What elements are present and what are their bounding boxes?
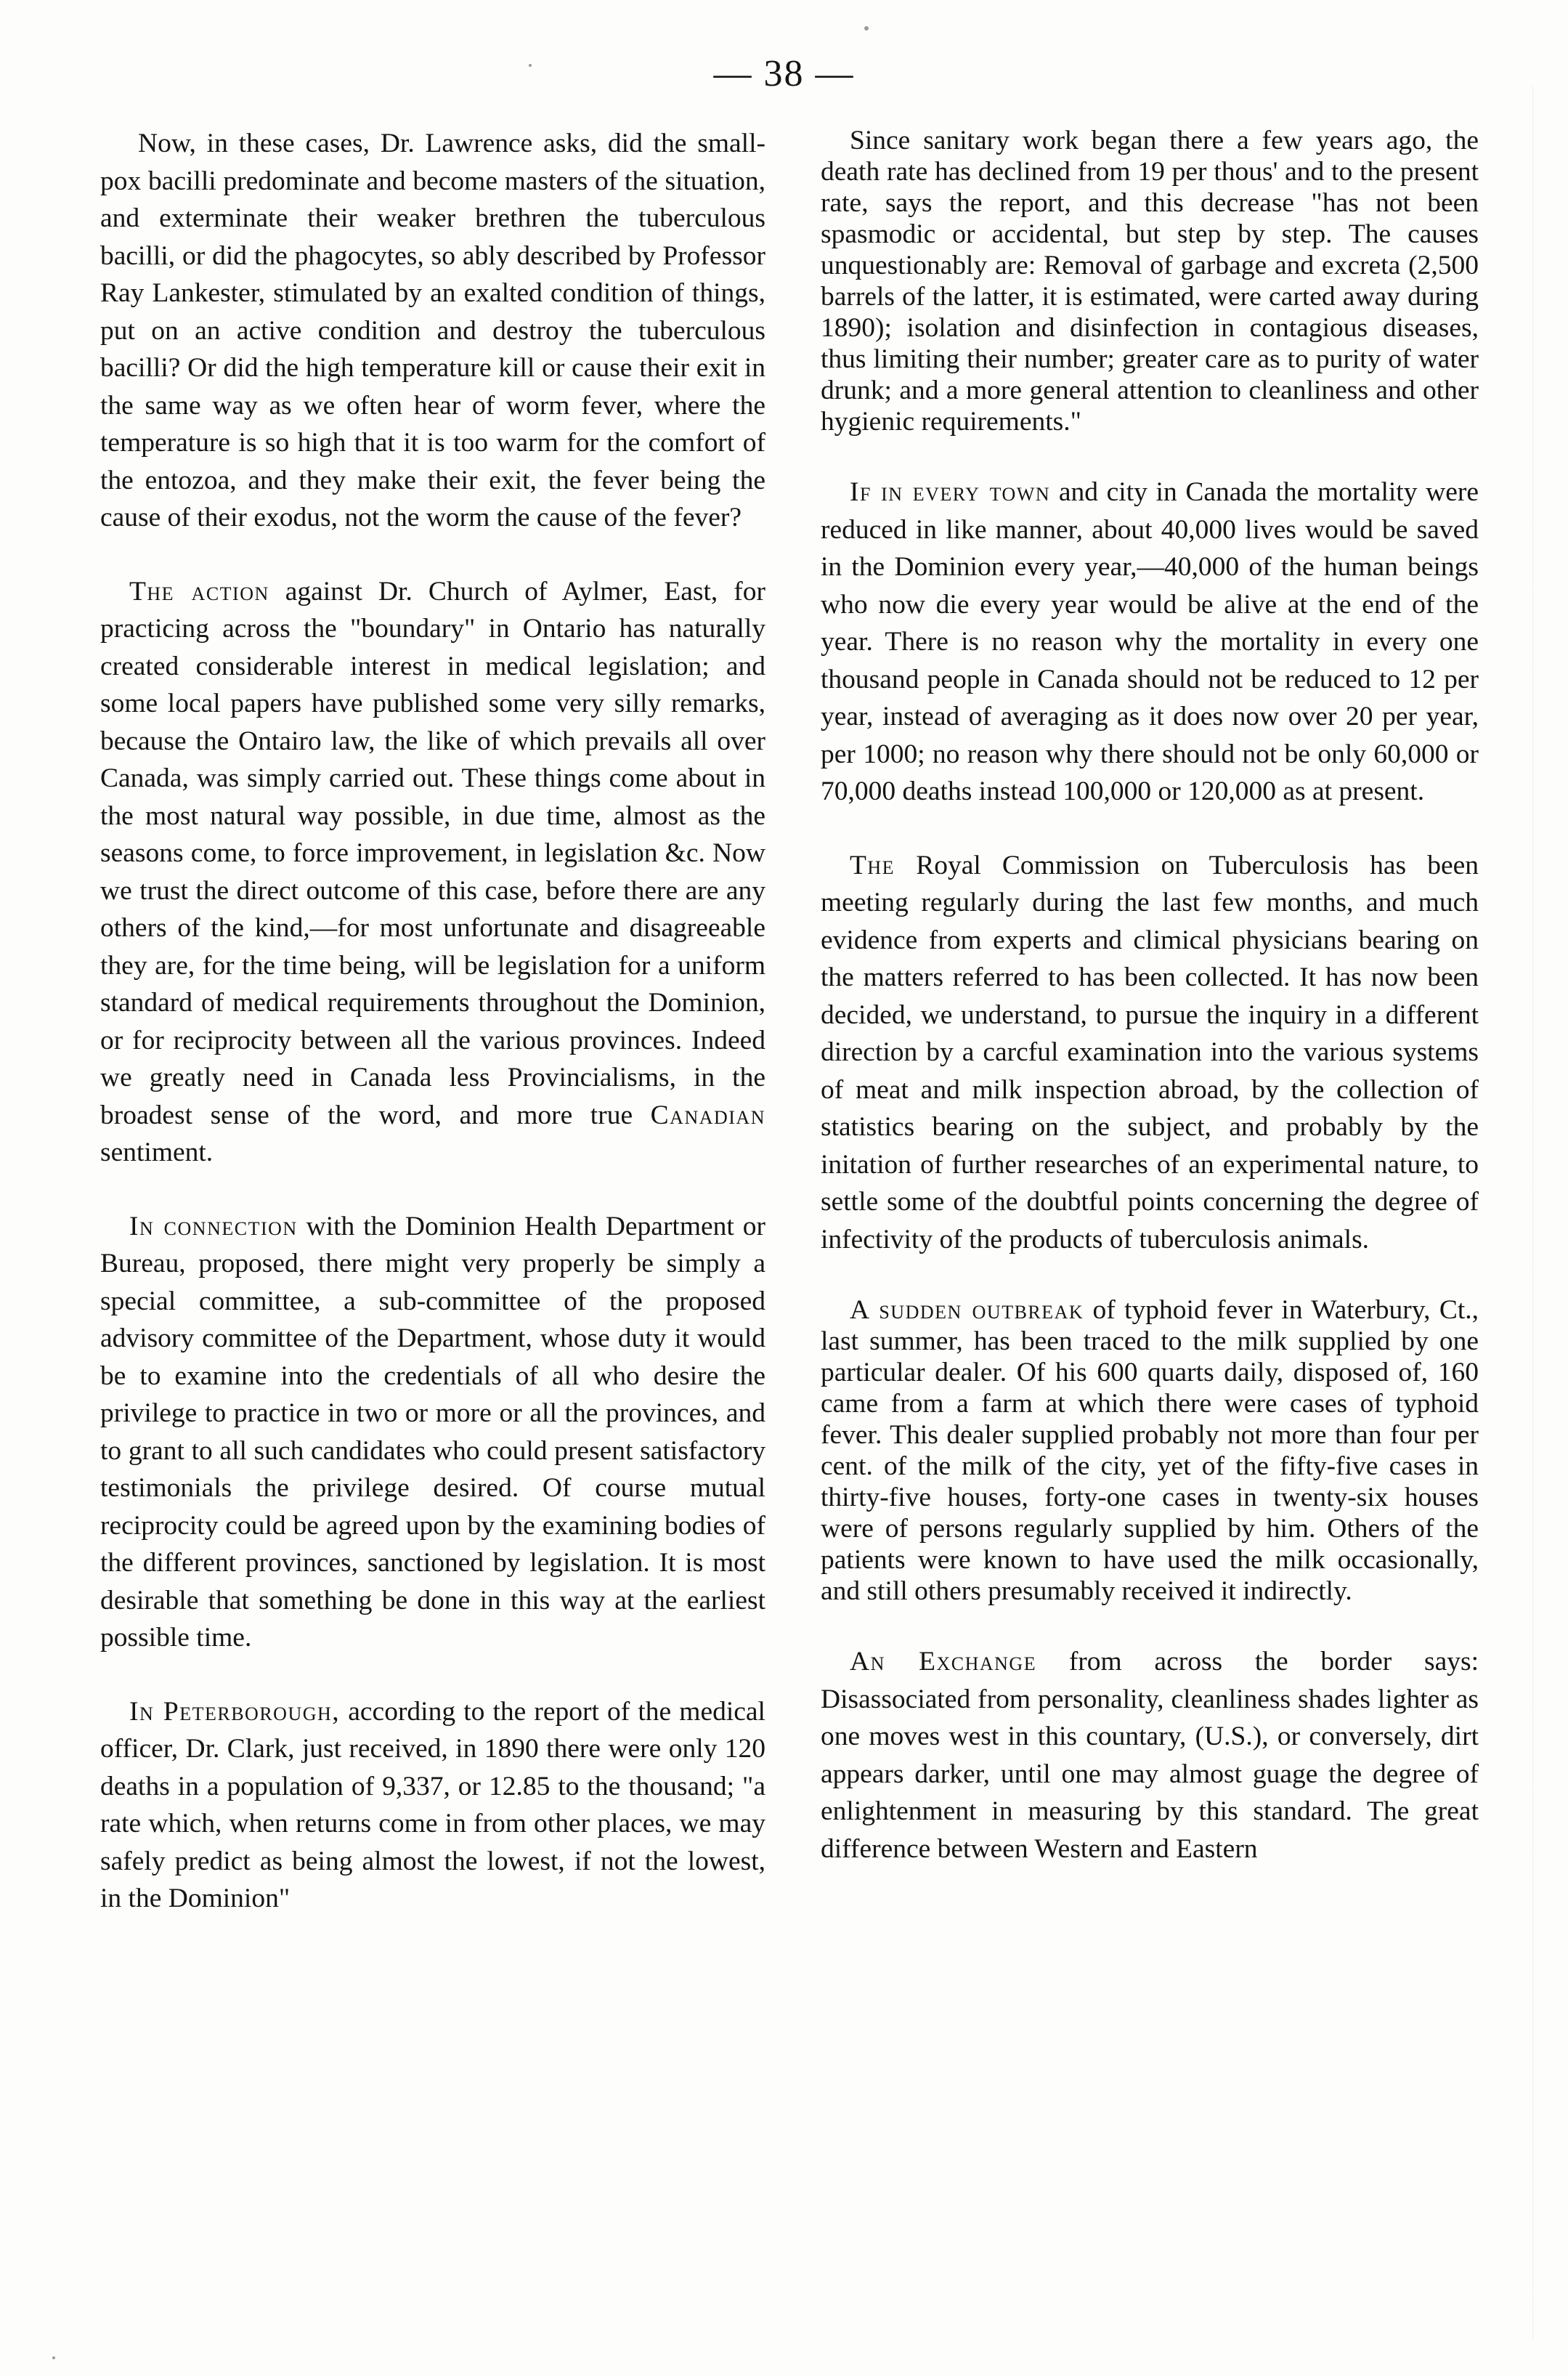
paragraph-text: of typhoid fever in Waterbury, Ct., last summer, has been traced to the milk supplied by one particular dealer. Of his 600 quarts daily, disposed of, 160 came from a farm at which there were cases of typhoid fever. This dealer supplied probably not more than four per cent. of the milk of the city, yet of the fifty-five cases in thirty-five houses, forty-one cases in twenty-six houses were of persons regularly supplied by him. Others of the patients were known to have used the milk occasionally, and still others presumably received it indirectly. <box>821 1295 1479 1606</box>
paragraph-text: Now, in these cases, Dr. Lawrence asks, did the small-pox bacilli predominate and become masters of the situation, and exterminate their weaker brethren the tuberculous bacilli, or did the phagocytes, so ably described by Professor Ray Lankester, stimulated by an exalted condition of things, put on an active condition and destroy the tuberculous bacilli? Or did the high temperature kill or cause their exit in the same way as we often hear of worm fever, where the temperature is so high that it is too warm for the comfort of the entozoa, and they make their exit, the fever being the cause of their exodus, not the worm the cause of the fever? <box>100 129 765 532</box>
paragraph-lead: A sudden outbreak <box>850 1295 1084 1325</box>
paragraph-text: from across the border says: Disassociated from personality, cleanliness shades lighter as one moves west in this countary, (U.S.), or conversely, dirt appears darker, until one may almost guage the degree of enlightenment in measuring by this standard. The great difference between Western and Eastern <box>821 1647 1479 1864</box>
paragraph-text: according to the report of the medical officer, Dr. Clark, just received, in 1890 there were only 120 deaths in a population of 9,337, or 12.85 to the thousand; "a rate which, when returns come in from other places, we may safely predict as being almost the lowest, if not the lowest, in the Dominion" <box>100 1696 765 1913</box>
paragraph-lead: In Peterborough, <box>129 1696 341 1727</box>
paragraph-royal-commission <box>821 847 1479 1259</box>
scan-speck <box>52 2356 55 2359</box>
paragraph-health-department <box>100 1208 765 1657</box>
paragraph-lead: In connection <box>129 1211 298 1241</box>
paragraph-sanitary-work <box>821 125 1479 437</box>
paragraph-lead: The action <box>129 576 269 607</box>
paragraph-text: Since sanitary work began there a few years ago, the death rate has declined from 19 per thous' and to the present rate, says the report, and this decrease "has not been spasmodic or accidental, but step by step. The causes unquestionably are: Removal of garbage and excreta (2,500 barrels of the latter, it is estimated, were carted away during 1890); isolation and disinfection in contagious diseases, thus limiting their number; greater care as to purity of water drunk; and a more general attention to cleanliness and other hygienic requirements." <box>821 126 1479 437</box>
paragraph-peterborough <box>100 1693 765 1918</box>
paragraph-typhoid-waterbury <box>821 1294 1479 1607</box>
paragraph-tail: sentiment. <box>100 1138 214 1167</box>
paragraph-lawrence-bacilli <box>100 125 765 537</box>
paragraph-text: against Dr. Church of Aylmer, East, for practicing across the "boundary" in Ontario has naturally created considerable interest in medical legislation; and some local papers have published some very silly remarks, because the Ontairo law, the like of which prevails all over Canada, was simply carried out. These things come about in the most natural way possible, in due time, almost as the seasons come, to force improvement, in legislation &c. Now we trust the direct outcome of this case, before there are any others of the kind,—for most unfortunate and disagreeable they are, for the time being, will be legislation for a uniform standard of medical requirements throughout the Dominion, or for reciprocity between all the various provinces. Indeed we greatly need in Canada less Provincialisms, in the broadest sense of the word, and more true <box>100 576 765 1130</box>
emphasis-word: Canadian <box>650 1100 765 1130</box>
paragraph-text: with the Dominion Health Department or Bureau, proposed, there might very properly be simply a special committee, a sub-committee of the proposed advisory committee of the Department, whose duty it would be to examine into the credentials of all who desire the privilege to practice in two or more or all the provinces, and to grant to all such candidates who could present satisfactory testimonials the privilege desired. Of course mutual reciprocity could be agreed upon by the examining bodies of the different provinces, sanctioned by legislation. It is most desirable that something be done in this way at the earliest possible time. <box>100 1211 765 1653</box>
paragraph-lead: If in every town <box>850 477 1051 507</box>
paragraph-mortality-canada <box>821 474 1479 811</box>
paragraph-text: Royal Commission on Tuberculosis has been meeting regularly during the last few months, and much evidence from experts and climical physicians bearing on the matters referred to has been collected. It has now been decided, we understand, to pursue the inquiry in a different direction by a carcful examination into the various systems of meat and milk inspection abroad, by the collection of statistics bearing on the subject, and probably by the initation of further researches of an experimental nature, to settle some of the doubtful points concerning the degree of infectivity of the products of tuberculosis animals. <box>821 850 1479 1254</box>
paragraph-church-aylmer <box>100 573 765 1172</box>
scan-edge-mark <box>1530 87 1533 2339</box>
scan-speck <box>864 26 869 31</box>
paragraph-lead: An Exchange <box>850 1647 1037 1676</box>
right-column <box>821 125 1479 1904</box>
left-column <box>100 125 765 1954</box>
scan-speck <box>529 64 532 67</box>
paragraph-lead: The <box>850 850 895 880</box>
page-number: — 38 — <box>713 53 855 94</box>
paragraph-text: and city in Canada the mortality were reduced in like manner, about 40,000 lives would be saved in the Dominion every year,—40,000 of the human beings who now die every year would be alive at the end of the year. There is no reason why the mortality in every one thousand people in Canada should not be reduced to 12 per year, instead of averaging as it does now over 20 per year, per 1000; no reason why there should not be only 60,000 or 70,000 deaths instead 100,000 or 120,000 as at present. <box>821 477 1479 806</box>
paragraph-exchange <box>821 1643 1479 1868</box>
